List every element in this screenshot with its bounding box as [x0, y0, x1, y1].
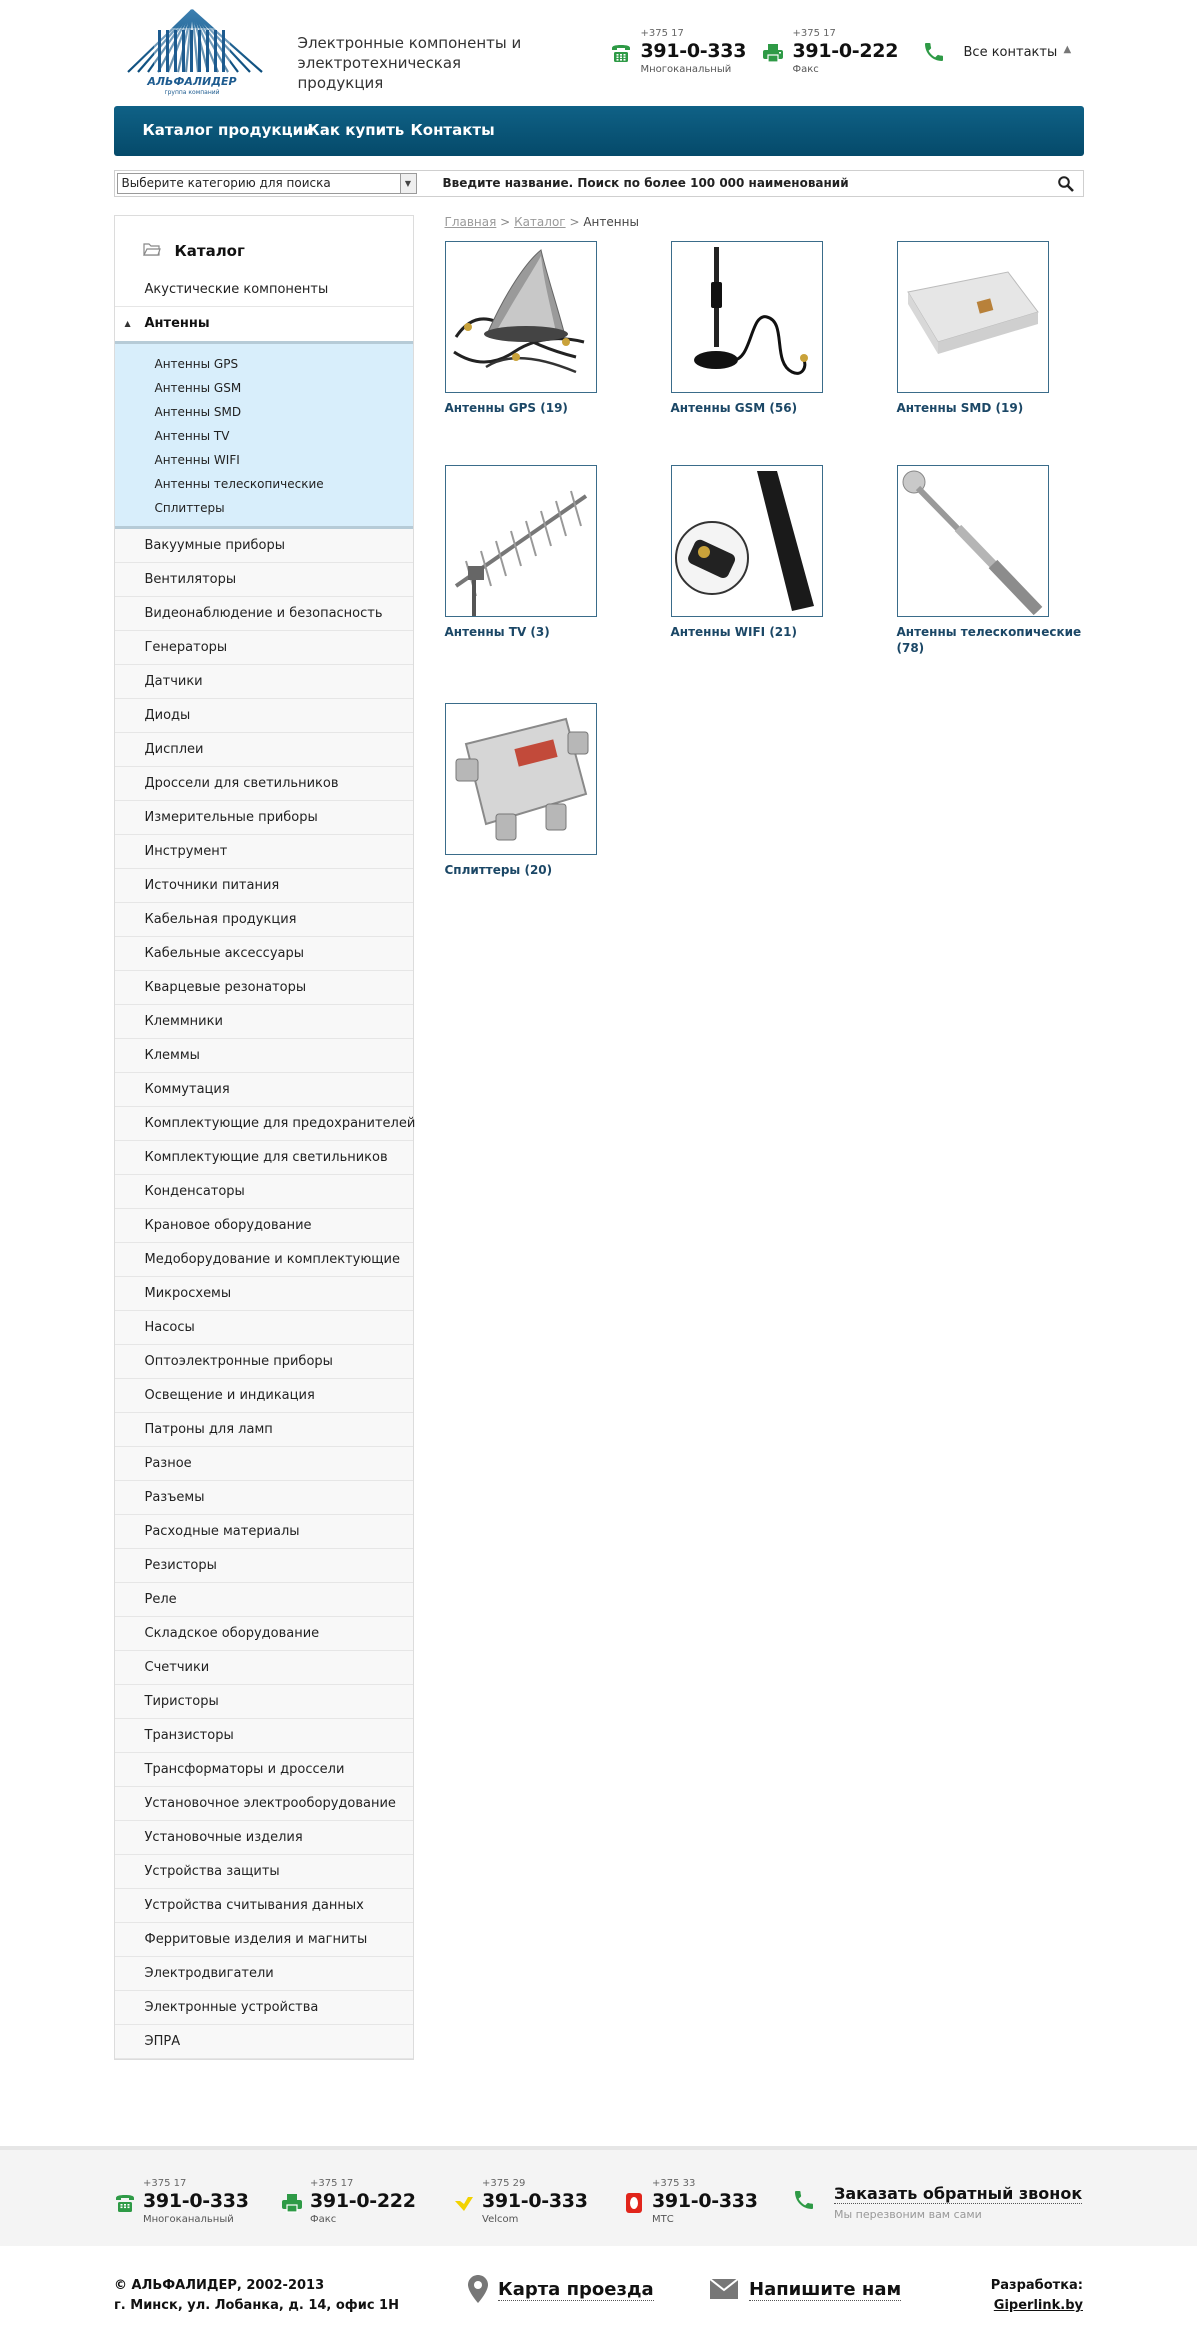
- mail-icon: [710, 2279, 738, 2303]
- phone-icon: [113, 2191, 137, 2215]
- breadcrumb-home[interactable]: Главная: [444, 215, 497, 229]
- main: [114, 215, 1084, 2072]
- callback-request[interactable]: [792, 2184, 1083, 2224]
- sidebar-item[interactable]: Комплектующие для светильников: [115, 1141, 413, 1175]
- nav-item-catalog[interactable]: Каталог продукции: [142, 121, 314, 139]
- sidebar-item[interactable]: Расходные материалы: [115, 1515, 413, 1549]
- callback-subtitle: Мы перезвоним вам сами: [834, 2208, 982, 2221]
- copyright-text: © АЛЬФАЛИДЕР, 2002-2013: [114, 2278, 325, 2293]
- phone-code: +375 33: [652, 2178, 696, 2189]
- breadcrumb-current: Антенны: [583, 215, 639, 229]
- phone-note: МТС: [652, 2214, 674, 2225]
- search-icon[interactable]: [1057, 175, 1075, 193]
- sidebar-item[interactable]: Комплектующие для предохранителей: [115, 1107, 413, 1141]
- tagline: Электронные компоненты и электротехническая продукция: [297, 34, 522, 92]
- nav-item-how-to-buy[interactable]: Как купить: [307, 121, 405, 139]
- sidebar-item[interactable]: Вентиляторы: [115, 563, 413, 597]
- sidebar-item[interactable]: Клеммы: [115, 1039, 413, 1073]
- sidebar-item[interactable]: ЭПРА: [115, 2025, 413, 2059]
- sidebar-item[interactable]: Инструмент: [115, 835, 413, 869]
- tile-antennas-wifi[interactable]: [671, 465, 871, 640]
- sidebar-item[interactable]: Кварцевые резонаторы: [115, 971, 413, 1005]
- address-text: г. Минск, ул. Лобанка, д. 14, офис 1Н: [114, 2298, 399, 2313]
- folder-icon: [143, 242, 161, 260]
- sidebar-item[interactable]: Разное: [115, 1447, 413, 1481]
- submenu-item[interactable]: Антенны GSM: [154, 381, 242, 395]
- sidebar-item[interactable]: Складское оборудование: [115, 1617, 413, 1651]
- map-link[interactable]: [468, 2275, 654, 2305]
- copyright: [114, 2276, 399, 2316]
- sidebar-item[interactable]: Установочное электрооборудование: [115, 1787, 413, 1821]
- mts-icon: [622, 2191, 646, 2215]
- sidebar-list: [115, 529, 416, 2059]
- search-input[interactable]: Введите название. Поиск по более 100 000 наименований: [442, 176, 849, 190]
- sidebar-item[interactable]: Оптоэлектронные приборы: [115, 1345, 413, 1379]
- tile-caption[interactable]: Сплиттеры (20): [444, 863, 553, 877]
- sidebar-item[interactable]: Датчики: [115, 665, 413, 699]
- sidebar-submenu: [115, 341, 413, 529]
- phone-code: +375 29: [482, 2178, 526, 2189]
- sidebar-item[interactable]: Крановое оборудование: [115, 1209, 413, 1243]
- write-us-label[interactable]: Напишите нам: [749, 2279, 902, 2300]
- tv-antenna-image: [446, 466, 596, 616]
- submenu-item[interactable]: Антенны TV: [154, 429, 230, 443]
- tile-image[interactable]: [671, 241, 823, 393]
- developer-label: Разработка:: [990, 2278, 1083, 2293]
- catalog-header: [115, 216, 413, 273]
- nav-item-contacts[interactable]: Контакты: [410, 121, 495, 139]
- tile-image[interactable]: [445, 703, 597, 855]
- tile-caption[interactable]: Антенны GPS (19): [444, 401, 568, 415]
- svg-text:АЛЬФАЛИДЕР: АЛЬФАЛИДЕР: [146, 75, 237, 88]
- tile-caption[interactable]: Антенны SMD (19): [896, 401, 1024, 415]
- tile-image[interactable]: [897, 241, 1049, 393]
- breadcrumb-catalog[interactable]: Каталог: [514, 215, 566, 229]
- sidebar-item[interactable]: Освещение и индикация: [115, 1379, 413, 1413]
- sidebar-item[interactable]: Ферритовые изделия и магниты: [115, 1923, 413, 1957]
- all-contacts-link[interactable]: [922, 40, 1082, 64]
- phone-icon: [609, 41, 633, 65]
- phone-note: Многоканальный: [640, 64, 732, 75]
- category-select[interactable]: [117, 173, 417, 194]
- submenu-item[interactable]: Антенны телескопические: [154, 477, 324, 491]
- callback-link[interactable]: Заказать обратный звонок: [834, 2184, 1083, 2203]
- catalog-sidebar: [114, 215, 414, 2060]
- sidebar-item[interactable]: Медоборудование и комплектующие: [115, 1243, 413, 1277]
- wifi-antenna-image: [672, 466, 822, 616]
- sidebar-item[interactable]: Измерительные приборы: [115, 801, 413, 835]
- tile-antennas-telescopic[interactable]: [897, 465, 1097, 656]
- chevron-up-icon: ▲: [124, 319, 131, 328]
- sidebar-item[interactable]: Микросхемы: [115, 1277, 413, 1311]
- search-bar: [114, 170, 1084, 197]
- sidebar-item[interactable]: Устройства считывания данных: [115, 1889, 413, 1923]
- breadcrumb-sep: >: [500, 215, 511, 229]
- sidebar-item[interactable]: Патроны для ламп: [115, 1413, 413, 1447]
- category-tiles: [445, 241, 1085, 941]
- telescopic-antenna-image: [898, 466, 1048, 616]
- tile-caption[interactable]: Антенны TV (3): [444, 625, 550, 639]
- phone-number[interactable]: 391-0-333: [652, 2190, 758, 2212]
- sidebar-item[interactable]: Кабельная продукция: [115, 903, 413, 937]
- tile-splitters[interactable]: [445, 703, 645, 878]
- map-link-label[interactable]: Карта проезда: [498, 2279, 654, 2300]
- phone-number[interactable]: 391-0-333: [640, 40, 747, 62]
- sidebar-item[interactable]: Коммутация: [115, 1073, 413, 1107]
- sidebar-item[interactable]: Вакуумные приборы: [115, 529, 413, 563]
- footer-contacts: [0, 2146, 1197, 2246]
- fax-icon: [280, 2191, 304, 2215]
- sidebar-item-antennas[interactable]: [115, 307, 413, 341]
- tile-antennas-tv[interactable]: [445, 465, 645, 640]
- phone-code: +375 17: [640, 28, 684, 39]
- write-us-link[interactable]: [710, 2275, 910, 2305]
- sidebar-item[interactable]: Реле: [115, 1583, 413, 1617]
- velcom-icon: [452, 2191, 476, 2215]
- tile-image[interactable]: [445, 465, 597, 617]
- sidebar-item[interactable]: Генераторы: [115, 631, 413, 665]
- logo-icon: [114, 6, 270, 96]
- phone-code: +375 17: [143, 2178, 187, 2189]
- phone-note: Факс: [792, 64, 819, 75]
- logo[interactable]: [114, 6, 270, 96]
- handset-icon: [792, 2188, 816, 2216]
- sidebar-item[interactable]: Дисплеи: [115, 733, 413, 767]
- sidebar-item[interactable]: Устройства защиты: [115, 1855, 413, 1889]
- sidebar-item[interactable]: Видеонаблюдение и безопасность: [115, 597, 413, 631]
- tile-caption[interactable]: Антенны телескопические (78): [896, 625, 1082, 655]
- chevron-down-icon[interactable]: ▼: [400, 174, 416, 193]
- tile-caption[interactable]: Антенны WIFI (21): [670, 625, 797, 639]
- breadcrumb-sep: >: [569, 215, 580, 229]
- tile-image[interactable]: [445, 241, 597, 393]
- sidebar-item[interactable]: Тиристоры: [115, 1685, 413, 1719]
- sidebar-item[interactable]: Резисторы: [115, 1549, 413, 1583]
- phone-number[interactable]: 391-0-333: [482, 2190, 588, 2212]
- tile-antennas-smd[interactable]: [897, 241, 1097, 416]
- sidebar-item[interactable]: Дроссели для светильников: [115, 767, 413, 801]
- category-select-value: Выберите категорию для поиска: [121, 176, 331, 190]
- sidebar-item-label: Антенны: [144, 316, 210, 331]
- gps-antenna-image: [446, 242, 596, 392]
- svg-text:группа компаний: группа компаний: [163, 89, 220, 96]
- sidebar-item[interactable]: Источники питания: [115, 869, 413, 903]
- tile-antennas-gps[interactable]: [445, 241, 645, 416]
- phone-note: Факс: [310, 2214, 337, 2225]
- submenu-item[interactable]: Антенны GPS: [154, 357, 239, 371]
- chevron-up-icon[interactable]: ▲: [1063, 44, 1072, 55]
- sidebar-item[interactable]: Транзисторы: [115, 1719, 413, 1753]
- sidebar-item[interactable]: Электродвигатели: [115, 1957, 413, 1991]
- breadcrumb: [445, 215, 1085, 235]
- fax-icon: [761, 41, 785, 65]
- handset-icon: [922, 40, 946, 68]
- phone-note: Velcom: [482, 2214, 519, 2225]
- header: [114, 0, 1084, 106]
- tile-caption[interactable]: Антенны GSM (56): [670, 401, 798, 415]
- sidebar-item[interactable]: Счетчики: [115, 1651, 413, 1685]
- all-contacts-label[interactable]: Все контакты: [963, 45, 1058, 60]
- footer-bottom: [0, 2246, 1197, 2336]
- phone-number[interactable]: 391-0-222: [310, 2190, 416, 2212]
- sidebar-item[interactable]: Установочные изделия: [115, 1821, 413, 1855]
- sidebar-item[interactable]: Конденсаторы: [115, 1175, 413, 1209]
- map-pin-icon: [468, 2275, 488, 2307]
- tile-image[interactable]: [671, 465, 823, 617]
- phone-code: +375 17: [310, 2178, 354, 2189]
- phone-number[interactable]: 391-0-333: [143, 2190, 249, 2212]
- tile-image[interactable]: [897, 465, 1049, 617]
- sidebar-item-acoustic[interactable]: Акустические компоненты: [115, 273, 413, 307]
- smd-antenna-image: [898, 242, 1048, 392]
- submenu-item[interactable]: Сплиттеры: [154, 501, 225, 515]
- phone-code: +375 17: [792, 28, 836, 39]
- developer-link[interactable]: Giperlink.by: [993, 2298, 1083, 2313]
- content: [445, 215, 1085, 941]
- main-nav: [114, 106, 1084, 156]
- gsm-antenna-image: [672, 242, 822, 392]
- sidebar-item[interactable]: Насосы: [115, 1311, 413, 1345]
- splitter-image: [446, 704, 596, 854]
- submenu-item[interactable]: Антенны SMD: [154, 405, 242, 419]
- submenu-item[interactable]: Антенны WIFI: [154, 453, 240, 467]
- sidebar-item[interactable]: Электронные устройства: [115, 1991, 413, 2025]
- sidebar-item[interactable]: Клеммники: [115, 1005, 413, 1039]
- sidebar-item[interactable]: Разъемы: [115, 1481, 413, 1515]
- catalog-title: Каталог: [174, 242, 245, 260]
- phone-note: Многоканальный: [143, 2214, 234, 2225]
- phone-number[interactable]: 391-0-222: [792, 40, 899, 62]
- tile-antennas-gsm[interactable]: [671, 241, 871, 416]
- sidebar-item[interactable]: Диоды: [115, 699, 413, 733]
- sidebar-item[interactable]: Трансформаторы и дроссели: [115, 1753, 413, 1787]
- sidebar-item[interactable]: Кабельные аксессуары: [115, 937, 413, 971]
- developer: [991, 2276, 1083, 2316]
